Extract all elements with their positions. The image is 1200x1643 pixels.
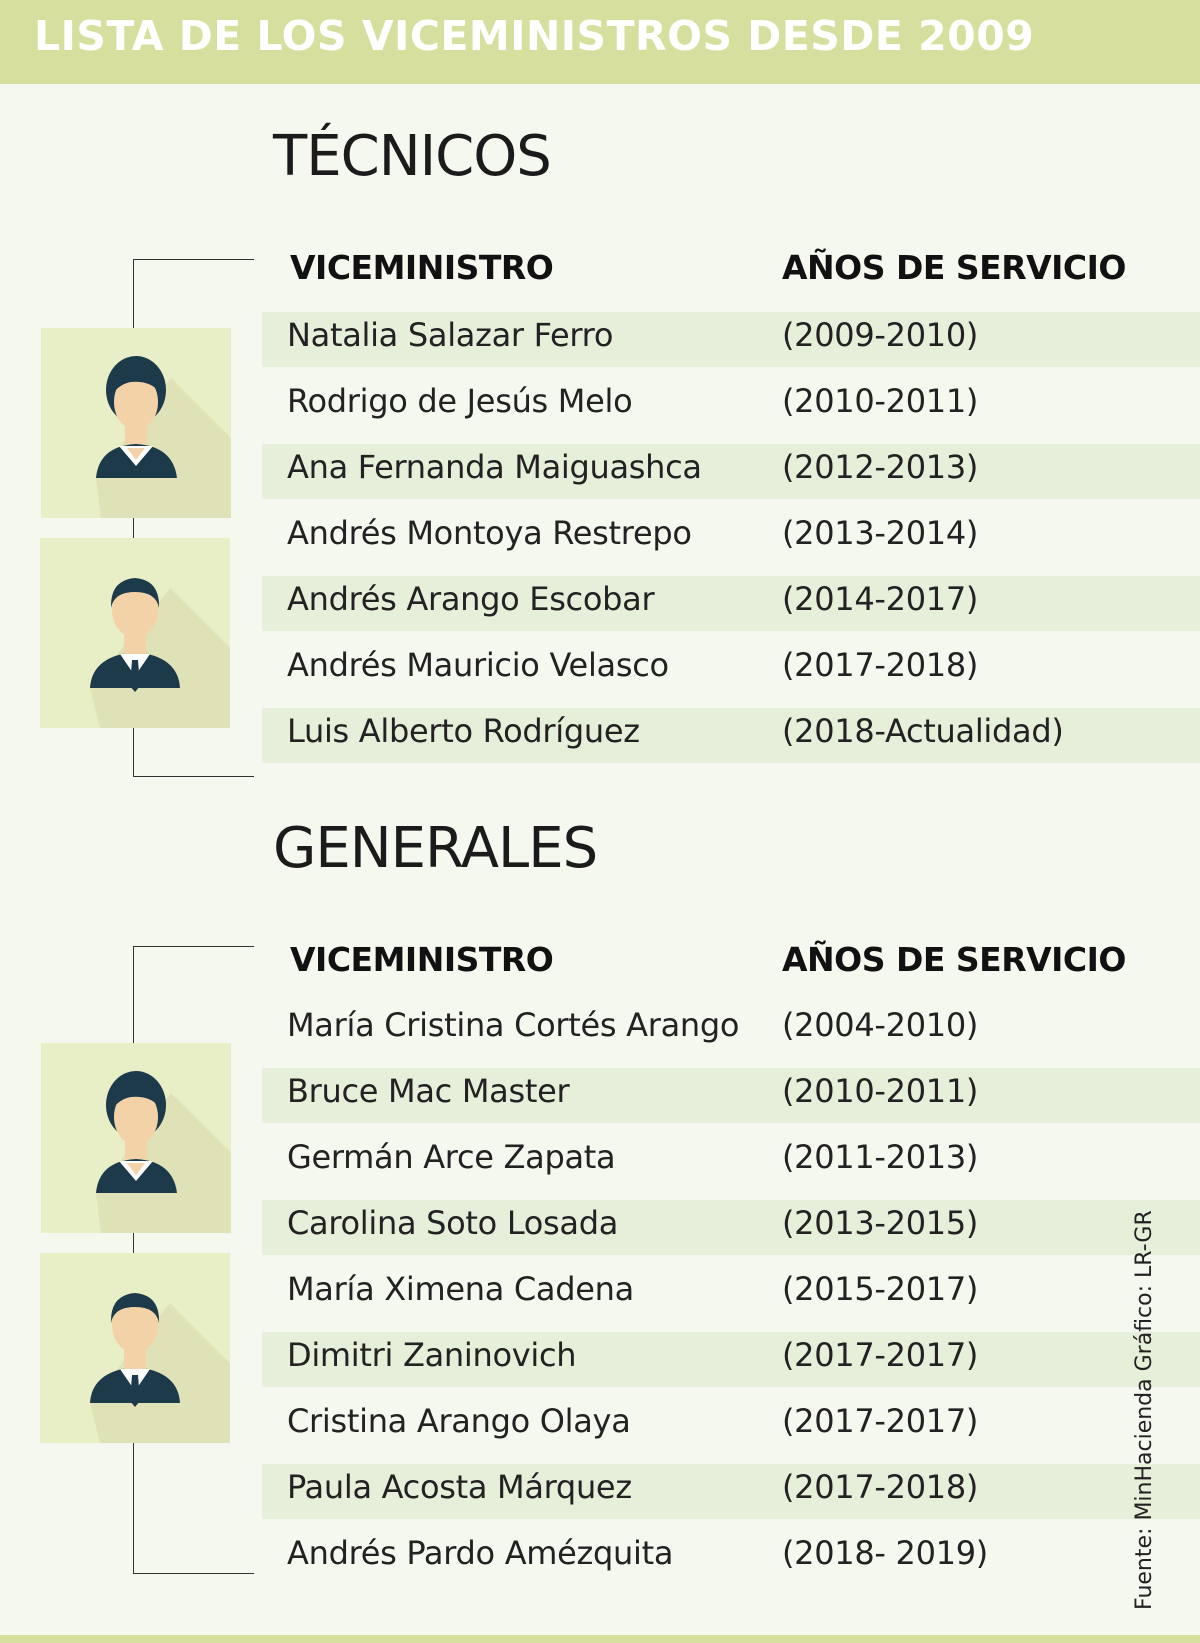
row-years: (2009-2010) xyxy=(782,316,979,354)
male-avatar-icon xyxy=(40,538,230,728)
row-years: (2010-2011) xyxy=(782,382,979,420)
row-name: Andrés Arango Escobar xyxy=(287,580,655,618)
table-row xyxy=(262,576,1200,631)
row-name: Paula Acosta Márquez xyxy=(287,1468,632,1506)
table-row xyxy=(262,1266,1200,1321)
row-name: Bruce Mac Master xyxy=(287,1072,570,1110)
row-name: María Cristina Cortés Arango xyxy=(287,1006,740,1044)
row-name: Luis Alberto Rodríguez xyxy=(287,712,640,750)
column-header-viceministro: VICEMINISTRO xyxy=(290,248,554,287)
row-years: (2011-2013) xyxy=(782,1138,979,1176)
row-years: (2010-2011) xyxy=(782,1072,979,1110)
row-years: (2017-2018) xyxy=(782,646,979,684)
row-years: (2012-2013) xyxy=(782,448,979,486)
section-title-tecnicos: TÉCNICOS xyxy=(273,124,551,189)
table-row xyxy=(262,1464,1200,1519)
row-name: Andrés Pardo Amézquita xyxy=(287,1534,674,1572)
row-years: (2013-2015) xyxy=(782,1204,979,1242)
row-name: Carolina Soto Losada xyxy=(287,1204,619,1242)
row-years: (2014-2017) xyxy=(782,580,979,618)
row-name: Germán Arce Zapata xyxy=(287,1138,616,1176)
table-row xyxy=(262,1068,1200,1123)
table-row xyxy=(262,378,1200,433)
table-row xyxy=(262,1530,1200,1585)
table-row xyxy=(262,1200,1200,1255)
row-name: Cristina Arango Olaya xyxy=(287,1402,631,1440)
row-years: (2017-2018) xyxy=(782,1468,979,1506)
table-row xyxy=(262,1134,1200,1189)
row-name: Ana Fernanda Maiguashca xyxy=(287,448,702,486)
row-name: María Ximena Cadena xyxy=(287,1270,634,1308)
row-name: Andrés Mauricio Velasco xyxy=(287,646,669,684)
row-years: (2017-2017) xyxy=(782,1402,979,1440)
table-row xyxy=(262,510,1200,565)
row-name: Dimitri Zaninovich xyxy=(287,1336,577,1374)
bottom-bar xyxy=(0,1635,1200,1643)
table-row xyxy=(262,1398,1200,1453)
row-years: (2018-Actualidad) xyxy=(782,712,1064,750)
table-row xyxy=(262,444,1200,499)
source-credit: Fuente: MinHacienda Gráfico: LR-GR xyxy=(1132,1210,1157,1610)
column-header-anos: AÑOS DE SERVICIO xyxy=(782,940,1126,979)
page-title: LISTA DE LOS VICEMINISTROS DESDE 2009 xyxy=(34,12,1035,60)
table-row xyxy=(262,708,1200,763)
table-row xyxy=(262,312,1200,367)
female-avatar-icon xyxy=(41,328,231,518)
male-avatar-icon xyxy=(40,1253,230,1443)
row-name: Natalia Salazar Ferro xyxy=(287,316,614,354)
row-name: Rodrigo de Jesús Melo xyxy=(287,382,633,420)
row-years: (2018- 2019) xyxy=(782,1534,988,1572)
section-title-generales: GENERALES xyxy=(273,816,598,881)
row-years: (2013-2014) xyxy=(782,514,979,552)
row-years: (2017-2017) xyxy=(782,1336,979,1374)
row-years: (2015-2017) xyxy=(782,1270,979,1308)
table-row xyxy=(262,642,1200,697)
row-name: Andrés Montoya Restrepo xyxy=(287,514,692,552)
table-row xyxy=(262,1002,1200,1057)
column-header-viceministro: VICEMINISTRO xyxy=(290,940,554,979)
row-years: (2004-2010) xyxy=(782,1006,979,1044)
table-row xyxy=(262,1332,1200,1387)
female-avatar-icon xyxy=(41,1043,231,1233)
column-header-anos: AÑOS DE SERVICIO xyxy=(782,248,1126,287)
